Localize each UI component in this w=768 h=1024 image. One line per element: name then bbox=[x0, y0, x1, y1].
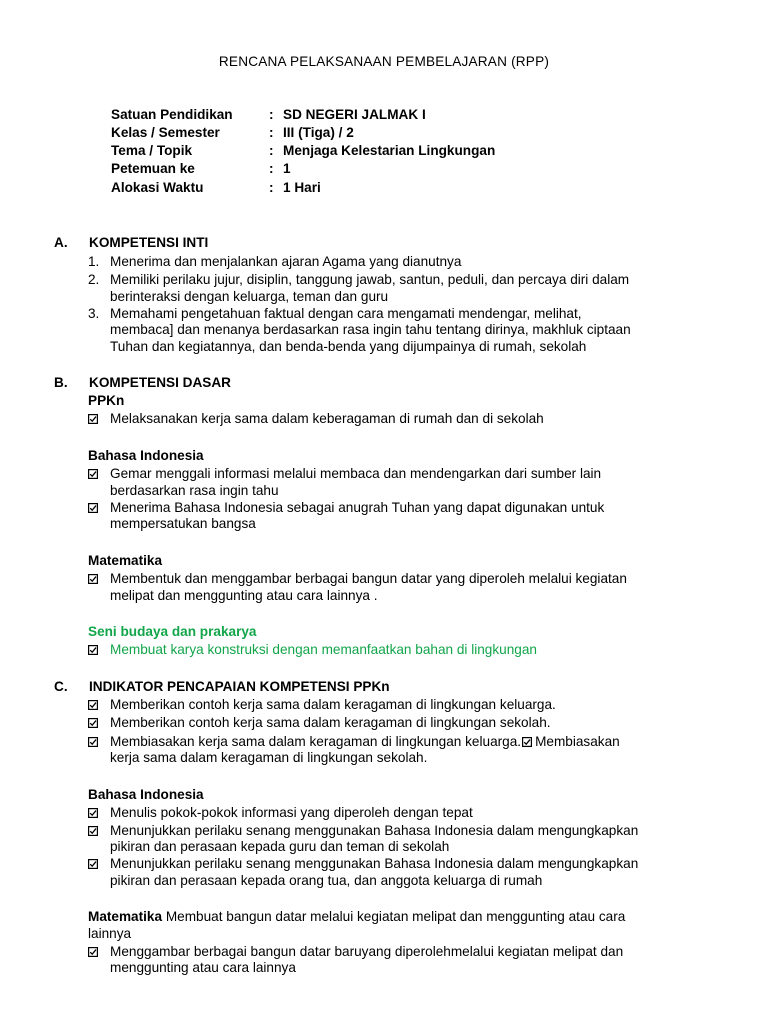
checkbox-icon bbox=[88, 859, 98, 869]
checkbox-icon bbox=[88, 808, 98, 818]
list-item-text: pikiran dan perasaan kepada guru dan teman di sekolah bbox=[110, 839, 450, 854]
document-title: RENCANA PELAKSANAAN PEMBELAJARAN (RPP) bbox=[218, 54, 550, 69]
list-item-text: membaca] dan menanya berdasarkan rasa ingin tahu tentang dirinya, makhluk ciptaan bbox=[110, 322, 631, 337]
identity-label: Tema / Topik bbox=[111, 143, 193, 158]
checkbox-icon bbox=[88, 947, 98, 957]
identity-label: Kelas / Semester bbox=[111, 125, 220, 140]
list-item-text: Memahami pengetahuan faktual dengan cara mengamati mendengar, melihat, bbox=[110, 306, 582, 321]
list-number: 3. bbox=[88, 306, 100, 321]
identity-colon: : bbox=[269, 143, 274, 158]
list-item-text: Memiliki perilaku jujur, disiplin, tanggung jawab, santun, peduli, dan percaya diri dalam bbox=[110, 272, 630, 287]
matematika-heading: Matematika bbox=[88, 909, 163, 924]
list-item-text: Menunjukkan perilaku senang menggunakan Bahasa Indonesia dalam mengungkapkan bbox=[110, 823, 639, 838]
list-item-text: Memberikan contoh kerja sama dalam keragaman di lingkungan keluarga. bbox=[110, 697, 556, 712]
list-item-text-part: Membiasakan kerja sama dalam keragaman di lingkungan keluarga. bbox=[110, 734, 522, 749]
list-item-text: melipat dan menggunting atau cara lainnya . bbox=[110, 588, 378, 603]
checkbox-icon bbox=[88, 700, 98, 710]
list-item-text-part: Membiasakan bbox=[535, 734, 620, 749]
matematika-indicator bbox=[88, 909, 625, 924]
identity-colon: : bbox=[269, 161, 274, 176]
checkbox-icon bbox=[88, 469, 98, 479]
list-item-text bbox=[110, 734, 620, 749]
bahasa-indonesia-heading: Bahasa Indonesia bbox=[88, 448, 204, 463]
seni-budaya-heading: Seni budaya dan prakarya bbox=[88, 624, 257, 639]
list-item-text: Menulis pokok-pokok informasi yang diperoleh dengan tepat bbox=[110, 805, 473, 820]
checkbox-icon bbox=[522, 737, 532, 747]
matematika-text: Membuat bangun datar melalui kegiatan melipat dan menggunting atau cara bbox=[165, 909, 626, 924]
identity-value: 1 Hari bbox=[283, 180, 321, 195]
section-c-title: INDIKATOR PENCAPAIAN KOMPETENSI PPKn bbox=[89, 679, 390, 694]
list-item-text: Gemar menggali informasi melalui membaca dan mendengarkan dari sumber lain bbox=[110, 466, 602, 481]
list-item-text: berdasarkan rasa ingin tahu bbox=[110, 483, 279, 498]
checkbox-icon bbox=[88, 826, 98, 836]
list-item-text: kerja sama dalam keragaman di lingkungan sekolah. bbox=[110, 750, 428, 765]
list-item-text: Menerima Bahasa Indonesia sebagai anugrah Tuhan yang dapat digunakan untuk bbox=[110, 500, 605, 515]
list-item-text: Tuhan dan kegiatannya, dan benda-benda yang dijumpainya di rumah, sekolah bbox=[110, 339, 587, 354]
section-c-letter: C. bbox=[54, 679, 68, 694]
identity-value: Menjaga Kelestarian Lingkungan bbox=[283, 143, 496, 158]
matematika-text-line2: lainnya bbox=[88, 926, 132, 941]
checkbox-icon bbox=[88, 718, 98, 728]
list-item-text: Memberikan contoh kerja sama dalam keragaman di lingkungan sekolah. bbox=[110, 715, 551, 730]
list-item-text: Menggambar berbagai bangun datar baruyang diperolehmelalui kegiatan melipat dan bbox=[110, 944, 624, 959]
checkbox-icon bbox=[88, 574, 98, 584]
list-item-text: Menerima dan menjalankan ajaran Agama yang dianutnya bbox=[110, 254, 462, 269]
identity-label: Satuan Pendidikan bbox=[111, 107, 233, 122]
identity-colon: : bbox=[269, 125, 274, 140]
checkbox-icon bbox=[88, 645, 98, 655]
section-a-title: KOMPETENSI INTI bbox=[89, 235, 209, 250]
section-b-letter: B. bbox=[54, 375, 68, 390]
checkbox-icon bbox=[88, 414, 98, 424]
list-item-text: pikiran dan perasaan kepada orang tua, dan anggota keluarga di rumah bbox=[110, 873, 543, 888]
section-a-letter: A. bbox=[54, 235, 68, 250]
matematika-heading: Matematika bbox=[88, 553, 163, 568]
section-b-title: KOMPETENSI DASAR bbox=[89, 375, 231, 390]
identity-colon: : bbox=[269, 107, 274, 122]
checkbox-icon bbox=[88, 503, 98, 513]
checkbox-icon bbox=[88, 737, 98, 747]
list-item-text: Membuat karya konstruksi dengan memanfaatkan bahan di lingkungan bbox=[110, 642, 537, 657]
identity-value: 1 bbox=[283, 161, 291, 176]
identity-colon: : bbox=[269, 180, 274, 195]
list-item-text: berinteraksi dengan keluarga, teman dan guru bbox=[110, 289, 389, 304]
ppkn-heading: PPKn bbox=[88, 393, 125, 408]
list-item-text: Menunjukkan perilaku senang menggunakan Bahasa Indonesia dalam mengungkapkan bbox=[110, 856, 639, 871]
identity-value: III (Tiga) / 2 bbox=[283, 125, 354, 140]
identity-label: Petemuan ke bbox=[111, 161, 195, 176]
identity-label: Alokasi Waktu bbox=[111, 180, 204, 195]
list-item-text: menggunting atau cara lainnya bbox=[110, 960, 296, 975]
list-item-text: mempersatukan bangsa bbox=[110, 516, 256, 531]
list-item-text: Membentuk dan menggambar berbagai bangun datar yang diperoleh melalui kegiatan bbox=[110, 571, 627, 586]
list-number: 2. bbox=[88, 272, 100, 287]
bahasa-indonesia-heading: Bahasa Indonesia bbox=[88, 787, 204, 802]
list-number: 1. bbox=[88, 254, 100, 269]
identity-value: SD NEGERI JALMAK I bbox=[283, 107, 426, 122]
list-item-text: Melaksanakan kerja sama dalam keberagaman di rumah dan di sekolah bbox=[110, 411, 544, 426]
